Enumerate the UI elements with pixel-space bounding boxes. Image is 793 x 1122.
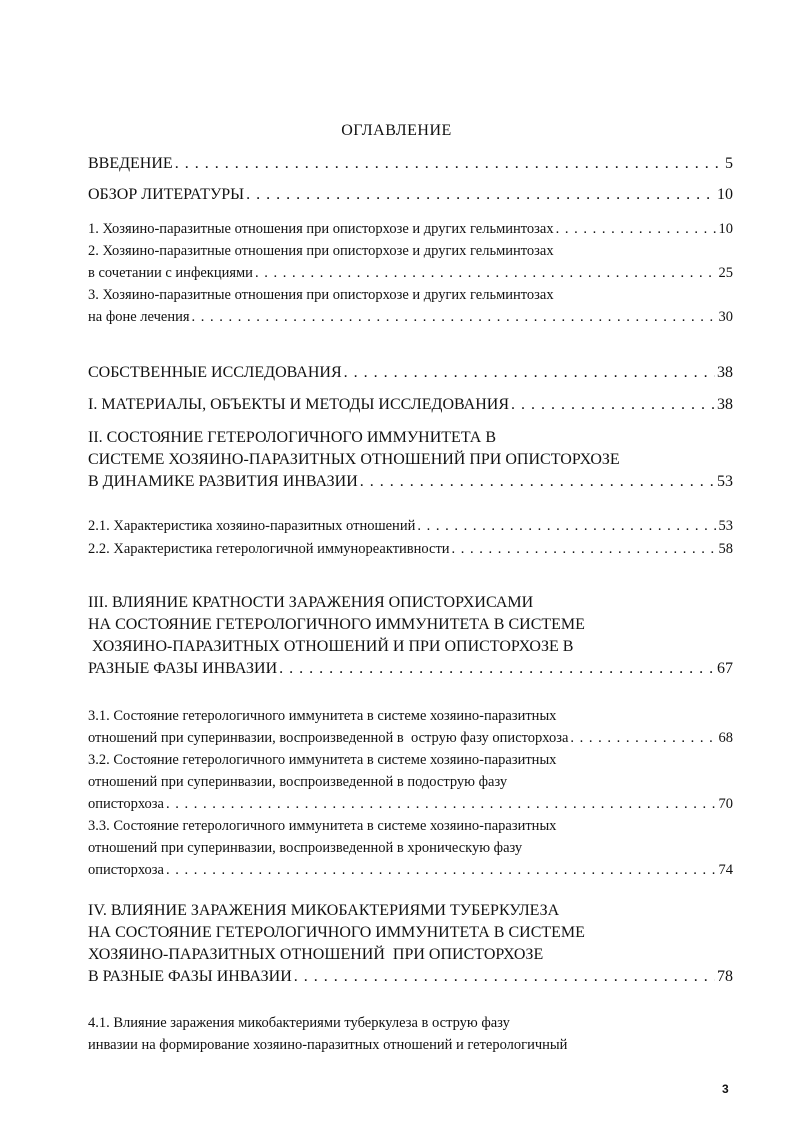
toc-line [88, 922, 733, 944]
toc-line [88, 900, 733, 922]
toc-line-text: отношений при суперинвазии, воспроизведенной в подострую фазу [88, 774, 508, 790]
toc-page-number: 5 [725, 155, 733, 172]
dot-leader [570, 727, 716, 749]
toc-entry-2-2 [88, 538, 733, 560]
toc-line [88, 966, 733, 988]
toc-entry-introduction [88, 153, 733, 175]
toc-page-number: 25 [718, 265, 733, 281]
dot-leader [344, 362, 715, 384]
toc-entry-own-research [88, 362, 733, 384]
toc-line-text: В ДИНАМИКЕ РАЗВИТИЯ ИНВАЗИИ [88, 473, 358, 490]
toc-line [88, 1034, 733, 1056]
toc-line [88, 262, 733, 284]
toc-line-text: ОБЗОР ЛИТЕРАТУРЫ [88, 186, 245, 203]
toc-line-text: 3.2. Состояние гетерологичного иммунитета в системе хозяино-паразитных [88, 752, 557, 768]
dot-leader [452, 538, 717, 560]
toc-line-text: II. СОСТОЯНИЕ ГЕТЕРОЛОГИЧНОГО ИММУНИТЕТА В [88, 429, 497, 446]
toc-line [88, 218, 733, 240]
dot-leader [175, 153, 723, 175]
toc-title: ОГЛАВЛЕНИЕ [341, 122, 452, 139]
toc-line [88, 306, 733, 328]
toc-line [88, 749, 733, 771]
toc-line-text: 2.2. Характеристика гетерологичной иммунореактивности [88, 541, 450, 557]
toc-line-text: 4.1. Влияние заражения микобактериями туберкулеза в острую фазу [88, 1015, 510, 1031]
toc-line [88, 614, 733, 636]
toc-line [88, 859, 733, 881]
toc-line-text: описторхоза [88, 862, 164, 878]
toc-entry-literature-review [88, 184, 733, 206]
toc-entry-chapter-iii [88, 592, 733, 680]
toc-line [88, 658, 733, 680]
toc-line [88, 184, 733, 206]
toc-line [88, 837, 733, 859]
toc-line-text: I. МАТЕРИАЛЫ, ОБЪЕКТЫ И МЕТОДЫ ИССЛЕДОВАНИЯ [88, 396, 509, 413]
dot-leader [511, 394, 715, 416]
toc-page-number: 68 [718, 730, 733, 746]
toc-line-text: НА СОСТОЯНИЕ ГЕТЕРОЛОГИЧНОГО ИММУНИТЕТА В СИСТЕМЕ [88, 924, 585, 941]
toc-line [88, 815, 733, 837]
toc-line-text: 2. Хозяино-паразитные отношения при описторхозе и других гельминтозах [88, 243, 554, 259]
toc-line-text: 3.1. Состояние гетерологичного иммунитета в системе хозяино-паразитных [88, 708, 557, 724]
toc-line-text: III. ВЛИЯНИЕ КРАТНОСТИ ЗАРАЖЕНИЯ ОПИСТОРХИСАМИ [88, 594, 534, 611]
toc-line-text: СИСТЕМЕ ХОЗЯИНО-ПАРАЗИТНЫХ ОТНОШЕНИЙ ПРИ ОПИСТОРХОЗЕ [88, 451, 620, 468]
dot-leader [360, 471, 715, 493]
toc-line-text: ХОЗЯИНО-ПАРАЗИТНЫХ ОТНОШЕНИЙ ПРИ ОПИСТОРХОЗЕ [88, 946, 544, 963]
toc-entry-2 [88, 240, 733, 284]
toc-line-text: отношений при суперинвазии, воспроизведенной в острую фазу описторхоза [88, 730, 569, 746]
dot-leader [166, 859, 717, 881]
toc-line-text: 3. Хозяино-паразитные отношения при описторхозе и других гельминтозах [88, 287, 554, 303]
toc-page-number: 53 [718, 518, 733, 534]
toc-line-text: НА СОСТОЯНИЕ ГЕТЕРОЛОГИЧНОГО ИММУНИТЕТА В СИСТЕМЕ [88, 616, 585, 633]
toc-line [88, 427, 733, 449]
toc-page-number: 10 [718, 221, 733, 237]
toc-line-text: СОБСТВЕННЫЕ ИССЛЕДОВАНИЯ [88, 364, 342, 381]
toc-entry-3 [88, 284, 733, 328]
dot-leader [417, 515, 716, 537]
toc-line [88, 636, 733, 658]
toc-line-text: ВВЕДЕНИЕ [88, 155, 173, 172]
toc-page-number: 78 [717, 968, 733, 985]
dot-leader [279, 658, 715, 680]
toc-line [88, 727, 733, 749]
toc-line [88, 592, 733, 614]
toc-line [88, 705, 733, 727]
toc-line [88, 793, 733, 815]
toc-page-number: 30 [718, 309, 733, 325]
toc-line [88, 240, 733, 262]
toc-line [88, 471, 733, 493]
toc-line-text: IV. ВЛИЯНИЕ ЗАРАЖЕНИЯ МИКОБАКТЕРИЯМИ ТУБЕРКУЛЕЗА [88, 902, 560, 919]
toc-line [88, 394, 733, 416]
toc-line-text: в сочетании с инфекциями [88, 265, 253, 281]
page-number: 3 [722, 1082, 729, 1096]
toc-line-text: РАЗНЫЕ ФАЗЫ ИНВАЗИИ [88, 660, 278, 677]
toc-line-text: 3.3. Состояние гетерологичного иммунитета в системе хозяино-паразитных [88, 818, 557, 834]
toc-page-number: 38 [717, 364, 733, 381]
toc-line [88, 362, 733, 384]
dot-leader [294, 966, 715, 988]
toc-line-text: инвазии на формирование хозяино-паразитных отношений и гетерологичный [88, 1037, 568, 1053]
toc-line [88, 153, 733, 175]
toc-line [88, 284, 733, 306]
toc-page-number: 53 [717, 473, 733, 490]
toc-line [88, 538, 733, 560]
toc-line-text: на фоне лечения [88, 309, 190, 325]
toc-entry-chapter-i [88, 394, 733, 416]
dot-leader [255, 262, 717, 284]
toc-line-text: 2.1. Характеристика хозяино-паразитных отношений [88, 518, 416, 534]
toc-line-text: ХОЗЯИНО-ПАРАЗИТНЫХ ОТНОШЕНИЙ И ПРИ ОПИСТОРХОЗЕ В [88, 638, 574, 655]
toc-line [88, 944, 733, 966]
toc-entry-4-1 [88, 1012, 733, 1056]
toc-page-number: 58 [718, 541, 733, 557]
dot-leader [556, 218, 717, 240]
toc-line [88, 515, 733, 537]
dot-leader [246, 184, 715, 206]
toc-line-text: 1. Хозяино-паразитные отношения при описторхозе и других гельминтозах [88, 221, 554, 237]
toc-entry-3-2 [88, 749, 733, 815]
toc-line-text: В РАЗНЫЕ ФАЗЫ ИНВАЗИИ [88, 968, 292, 985]
toc-entry-chapter-ii [88, 427, 733, 493]
toc-page-number: 67 [717, 660, 733, 677]
toc-entry-1 [88, 218, 733, 240]
dot-leader [192, 306, 717, 328]
toc-line [88, 1012, 733, 1034]
toc-entry-chapter-iv [88, 900, 733, 988]
toc-line-text: описторхоза [88, 796, 164, 812]
toc-page-number: 10 [717, 186, 733, 203]
toc-page-number: 74 [718, 862, 733, 878]
toc-page-number: 70 [718, 796, 733, 812]
toc-entry-3-3 [88, 815, 733, 881]
dot-leader [166, 793, 717, 815]
toc-line [88, 771, 733, 793]
toc-line [88, 449, 733, 471]
toc-line-text: отношений при суперинвазии, воспроизведенной в хроническую фазу [88, 840, 523, 856]
toc-entry-3-1 [88, 705, 733, 749]
toc-entry-2-1 [88, 515, 733, 537]
toc-page-number: 38 [717, 396, 733, 413]
